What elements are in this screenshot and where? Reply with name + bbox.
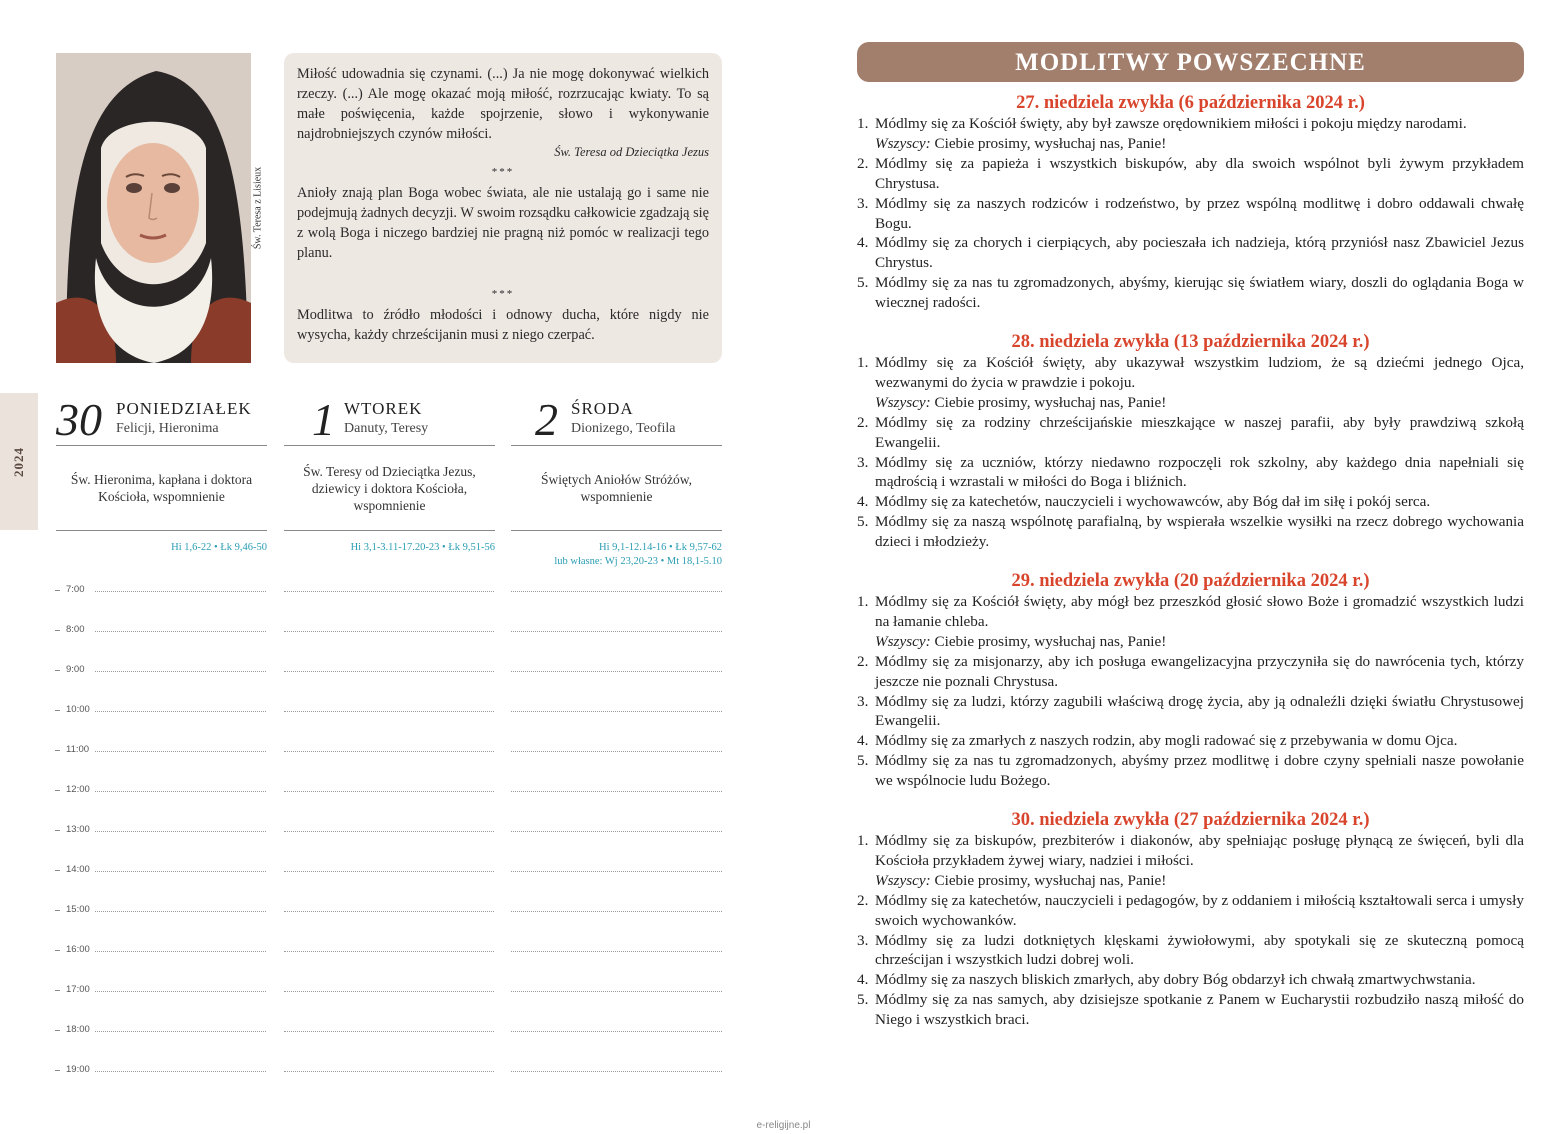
day-header [56,393,267,446]
prayer-item: 1. Módlmy się za Kościół święty, aby mógł bez przeszkód głosić słowo Boże i gromadzić wszystkich ludzi na łamanie chleba. [857,593,1524,630]
hour-slot-line[interactable] [95,911,266,912]
hour-label: 11:00 [66,744,90,755]
hour-label: 16:00 [66,944,90,955]
prayer-item: 5. Módlmy się za nas tu zgromadzonych, abyśmy przez modlitwę i dobre czyny spełniali nasze powołanie we wspólnocie ludu Bożego. [857,752,1524,790]
hour-slot-line[interactable] [95,671,266,672]
quote-paragraph-3: Modlitwa to źródło młodości i odnowy ducha, które nigdy nie wysycha, każdy chrześcijanin musi z niego czerpać. [297,307,709,343]
hour-slot-line[interactable] [284,711,494,712]
feast-description: Świętych Aniołów Stróżów, wspomnienie [511,446,722,531]
hour-slot-line[interactable] [95,791,266,792]
name-days: Danuty, Teresy [344,421,429,436]
prayer-item: 1. Módlmy się za Kościół święty, aby ukazywał wszystkim ludziom, że są dziećmi jednego Ojca, wezwanymi do życia w prawdzie i pokoju. [857,354,1524,391]
hour-label: 10:00 [66,704,90,715]
sunday-heading: 29. niedziela zwykła (20 października 2024 r.) [1011,571,1370,591]
response: Wszyscy: Ciebie prosimy, wysłuchaj nas, Panie! [875,632,1167,650]
portrait-caption: Św. Teresa z Lisieux [252,166,264,250]
sunday-heading: 28. niedziela zwykła (13 października 2024 r.) [1011,332,1370,352]
response: Wszyscy: Ciebie prosimy, wysłuchaj nas, Panie! [875,393,1167,411]
prayers-title: MODLITWY POWSZECHNE [857,42,1524,82]
hour-label: 13:00 [66,824,90,835]
day-column-wednesday [511,393,722,569]
prayer-item: 5. Módlmy się za nas tu zgromadzonych, abyśmy, kierując się światłem wiary, doszli do oglądania Boga w wiecznej radości. [857,274,1524,312]
response: Wszyscy: Ciebie prosimy, wysłuchaj nas, Panie! [875,134,1167,152]
prayer-item: 3. Módlmy się za ludzi dotkniętych klęskami żywiołowymi, aby spotykali się ze skuteczną pomocą chrześcijan i wszystkich ludzi dobrej woli. [857,931,1524,969]
hour-slot-line[interactable] [284,671,494,672]
hour-slot-line[interactable] [95,951,266,952]
name-days: Dionizego, Teofila [571,421,676,436]
day-number: 2 [535,394,558,445]
hour-tick [55,790,60,791]
hour-label: 17:00 [66,984,90,995]
hour-slot-line[interactable] [511,831,722,832]
day-header [511,393,722,446]
hour-label: 9:00 [66,664,85,675]
prayer-item: 1. Módlmy się za biskupów, prezbiterów i diakonów, aby spełniając posługę płynącą ze święceń, byli dla Kościoła przykładem żywej wiary, nadziei i miłości. [857,832,1524,869]
year-tab: 2024 [0,393,38,530]
hour-slot-line[interactable] [284,791,494,792]
sunday-heading: 27. niedziela zwykła (6 października 2024 r.) [1016,93,1365,113]
hour-slot-line[interactable] [95,1071,266,1072]
hour-slot-line[interactable] [511,991,722,992]
hour-slot-line[interactable] [511,671,722,672]
feast-description: Św. Teresy od Dzieciątka Jezus, dziewicy i doktora Kościoła, wspomnienie [284,446,495,531]
hour-slot-line[interactable] [95,871,266,872]
sunday-section-27 [857,92,1524,313]
prayer-item: 3. Módlmy się za ludzi, którzy zagubili właściwą drogę życia, aby ją odnaleźli dzięki światłu Chrystusowej Ewangelii. [857,692,1524,730]
hour-slot-line[interactable] [511,951,722,952]
hour-tick [55,870,60,871]
hour-slot-line[interactable] [284,631,494,632]
prayer-item: 2. Módlmy się za katechetów, nauczycieli i pedagogów, by z oddaniem i miłością kształtowali serca i umysły swoich wychowanków. [857,891,1524,929]
sunday-section-28 [857,331,1524,552]
day-number: 1 [312,394,335,445]
prayer-item: 2. Módlmy się za misjonarzy, aby ich posługa ewangelizacyjna przyczyniła się do nawrócenia tych, którzy jeszcze nie poznali Chrystusa. [857,652,1524,690]
hour-label: 8:00 [66,624,85,635]
hour-slot-line[interactable] [511,911,722,912]
hour-slot-line[interactable] [284,591,494,592]
quote-paragraph-1: Miłość udowadnia się czynami. (...) Ja nie mogę dokonywać wielkich rzeczy. (...) Ale mogę okazać moją miłość, rozrzucając kwiaty. To są małe poświęcenia, każde spojrzenie, słowo i wykonywanie najdrobniejszych czynów miłości. [297,66,709,142]
hour-slot-line[interactable] [284,1031,494,1032]
prayer-item: 3. Módlmy się za uczniów, którzy niedawno rozpoczęli rok szkolny, aby każdego dnia napełniali się mądrością i wzrastali w miłości do Boga i bliźnich. [857,453,1524,491]
hour-slot-line[interactable] [511,791,722,792]
hour-slot-line[interactable] [511,631,722,632]
prayer-item: 3. Módlmy się za naszych rodziców i rodzeństwo, by przez wspólną modlitwę i dobro oddawali chwałę Bogu. [857,194,1524,232]
hour-tick [55,830,60,831]
hour-slot-line[interactable] [511,711,722,712]
reading-line-1: Hi 9,1-12.14-16 • Łk 9,57-62 [599,542,722,553]
prayer-item: 5. Módlmy się za naszą wspólnotę parafialną, by wspierała wszelkie wysiłki na rzecz dobrego wychowania dzieci i młodzieży. [857,513,1524,551]
prayer-item: 4. Módlmy się za zmarłych z naszych rodzin, aby mogli radować się z przebywania w domu Ojca. [857,732,1458,750]
name-days: Felicji, Hieronima [116,421,219,436]
prayer-item: 2. Módlmy się za rodziny chrześcijańskie mieszkające w naszej parafii, aby były prawdziwą szkołą Ewangelii. [857,413,1524,451]
hour-tick [55,630,60,631]
day-name: ŚRODA [571,399,634,418]
quote-box [284,53,722,363]
prayer-item: 4. Módlmy się za chorych i cierpiących, aby pocieszała ich nadzieja, którą przyniósł nasz Zbawiciel Jezus Chrystus. [857,234,1524,272]
hour-slot-line[interactable] [95,751,266,752]
hour-slot-line[interactable] [95,711,266,712]
hour-slot-line[interactable] [284,871,494,872]
readings [511,541,722,569]
hour-slot-line[interactable] [284,751,494,752]
hour-tick [55,910,60,911]
day-name: WTOREK [344,399,423,418]
day-name: PONIEDZIAŁEK [116,399,252,418]
hour-tick [55,1030,60,1031]
hour-slot-line[interactable] [511,751,722,752]
prayer-item: 1. Módlmy się za Kościół święty, aby był zawsze orędownikiem miłości i pokoju między narodami. [857,115,1467,132]
sunday-section-30 [857,809,1524,1030]
prayer-item: 4. Módlmy się za katechetów, nauczycieli i wychowawców, aby Bóg dał im siłę i pokój serca. [857,493,1431,511]
hour-label: 7:00 [66,584,85,595]
prayer-item: 2. Módlmy się za papieża i wszystkich biskupów, aby dla swoich wspólnot byli żywym przykładem Chrystusa. [857,154,1524,192]
hour-tick [55,590,60,591]
hour-label: 14:00 [66,864,90,875]
hour-slot-line[interactable] [95,991,266,992]
hour-slot-line[interactable] [511,591,722,592]
hour-tick [55,750,60,751]
hour-slot-line[interactable] [95,631,266,632]
hour-label: 19:00 [66,1064,90,1075]
reading-line-2: lub własne: Wj 23,20-23 • Mt 18,1-5.10 [554,556,722,567]
prayer-item: 5. Módlmy się za nas samych, aby dzisiejsze spotkanie z Panem w Eucharystii rozbudziło naszą miłość do Niego i wszystkich braci. [857,991,1524,1029]
footer-watermark: e-religijne.pl [756,1120,811,1131]
quote-paragraph-2: Anioły znają plan Boga wobec świata, ale nie ustalają go i same nie podejmują żadnych decyzji. W swoim rozsądku całkowicie zgadzają się z wolą Boga i niczego bardziej nie pragną niż pomóc w realizacji tego planu. [297,185,709,261]
hour-slot-line[interactable] [511,1031,722,1032]
day-header [284,393,495,446]
hour-label: 12:00 [66,784,90,795]
reading-line-1: Hi 3,1-3.11-17.20-23 • Łk 9,51-56 [350,542,495,553]
hour-slot-line[interactable] [95,1031,266,1032]
hour-tick [55,710,60,711]
hour-tick [55,1070,60,1071]
hour-slot-line[interactable] [95,831,266,832]
quote-separator-1: *** [491,166,515,178]
reading-line-1: Hi 1,6-22 • Łk 9,46-50 [171,542,267,553]
readings [56,541,267,555]
hour-slot-line[interactable] [284,831,494,832]
hour-slot-line[interactable] [284,951,494,952]
prayer-item: 4. Módlmy się za naszych bliskich zmarłych, aby dobry Bóg obdarzył ich chwałą zmartwychwstania. [857,971,1476,989]
sunday-heading: 30. niedziela zwykła (27 października 2024 r.) [1011,810,1370,830]
day-number: 30 [56,394,102,445]
hour-slot-line[interactable] [511,1071,722,1072]
quote-author: Św. Teresa od Dzieciątka Jezus [554,145,709,159]
hour-slot-line[interactable] [511,871,722,872]
saint-portrait [56,53,251,363]
hour-tick [55,950,60,951]
hour-slot-line[interactable] [284,1071,494,1072]
day-column-tuesday [284,393,495,555]
hour-tick [55,670,60,671]
hour-tick [55,990,60,991]
response: Wszyscy: Ciebie prosimy, wysłuchaj nas, Panie! [875,871,1167,889]
hour-slot-line[interactable] [284,991,494,992]
quote-separator-2: *** [491,288,515,300]
saint-portrait-image [56,53,251,363]
sunday-section-29 [857,570,1524,791]
hour-label: 15:00 [66,904,90,915]
day-column-monday [56,393,267,555]
readings [284,541,495,555]
hour-slot-line[interactable] [95,591,266,592]
feast-description: Św. Hieronima, kapłana i doktora Kościoła, wspomnienie [56,446,267,531]
hour-slot-line[interactable] [284,911,494,912]
hour-label: 18:00 [66,1024,90,1035]
